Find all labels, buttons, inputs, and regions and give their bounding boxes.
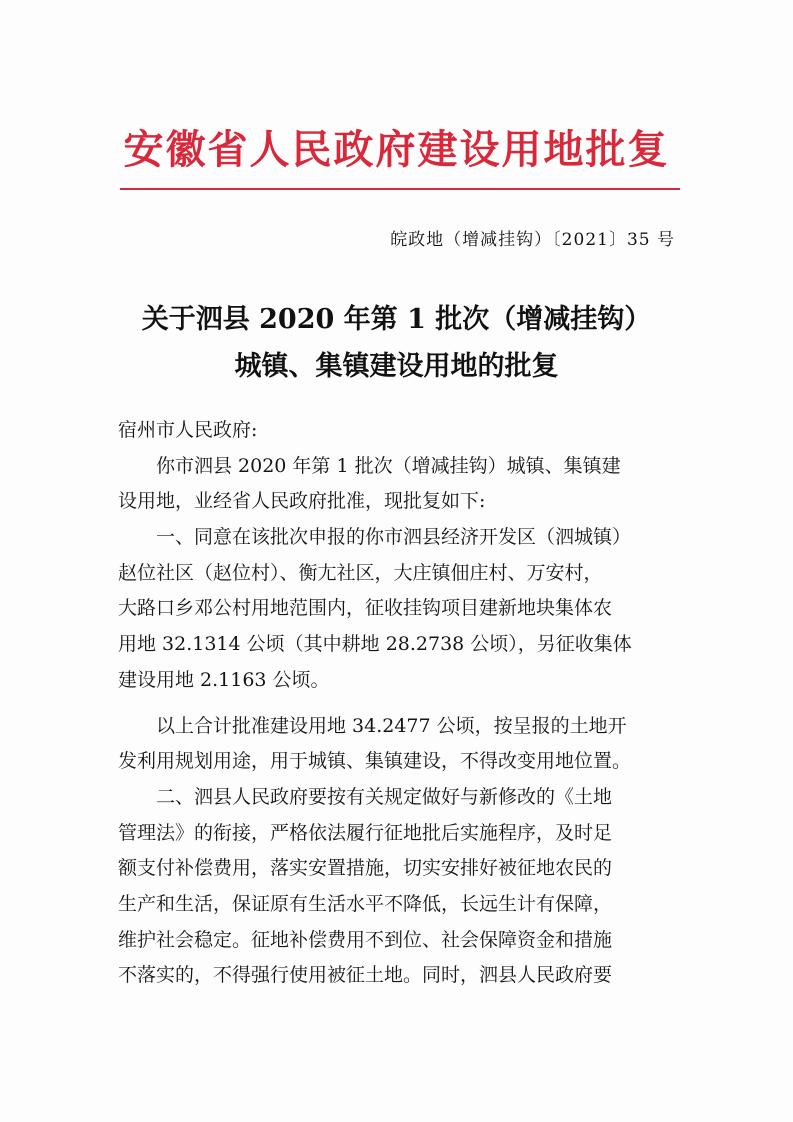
body-line: 建设用地 2.1163 公顷。 xyxy=(118,668,330,691)
body-line: 设用地，业经省人民政府批准，现批复如下: xyxy=(118,490,486,513)
body-line: 一、同意在该批次申报的你市泗县经济开发区（泗城镇） xyxy=(156,526,632,549)
header-red-rule xyxy=(120,188,680,190)
paragraph-gap xyxy=(118,699,683,709)
body-line: 你市泗县 2020 年第 1 批次（增减挂钩）城镇、集镇建 xyxy=(156,454,621,477)
body-line: 发利用规划用途，用于城镇、集镇建设，不得改变用地位置。 xyxy=(118,750,632,773)
body-line: 管理法》的衔接，严格依法履行征地批后实施程序，及时足 xyxy=(118,821,613,844)
paragraph-2 xyxy=(118,520,683,698)
document-body xyxy=(118,413,683,994)
subject-line-2: 城镇、集镇建设用地的批复 xyxy=(234,351,559,382)
paragraph-4 xyxy=(118,780,683,994)
subject-line-1: 关于泗县 2020 年第 1 批次（增减挂钩） xyxy=(141,304,652,335)
paragraph-3 xyxy=(118,709,683,780)
body-line: 大路口乡邓公村用地范围内，征收挂钩项目建新地块集体农 xyxy=(118,597,613,620)
document-number: 皖政地（增减挂钩）〔2021〕35 号 xyxy=(390,230,675,250)
salutation: 宿州市人民政府: xyxy=(118,419,258,441)
body-line: 二、泗县人民政府要按有关规定做好与新修改的《土地 xyxy=(156,785,613,808)
document-subject xyxy=(0,296,793,390)
body-line: 额支付补偿费用，落实安置措施，切实安排好被征地农民的 xyxy=(118,857,613,880)
body-line: 生产和生活，保证原有生活水平不降低，长远生计有保障， xyxy=(118,892,613,915)
body-line: 不落实的，不得强行使用被征土地。同时，泗县人民政府要 xyxy=(118,964,613,987)
body-line: 赵位社区（赵位村）、衡尢社区，大庄镇佃庄村、万安村， xyxy=(118,561,603,584)
document-header-title: 安徽省人民政府建设用地批复 xyxy=(123,126,670,173)
body-line: 以上合计批准建设用地 34.2477 公顷，按呈报的土地开 xyxy=(156,714,627,737)
paragraph-1 xyxy=(118,449,683,520)
body-line: 用地 32.1314 公顷（其中耕地 28.2738 公顷），另征收集体 xyxy=(118,633,632,656)
body-line: 维护社会稳定。征地补偿费用不到位、社会保障资金和措施 xyxy=(118,928,613,951)
